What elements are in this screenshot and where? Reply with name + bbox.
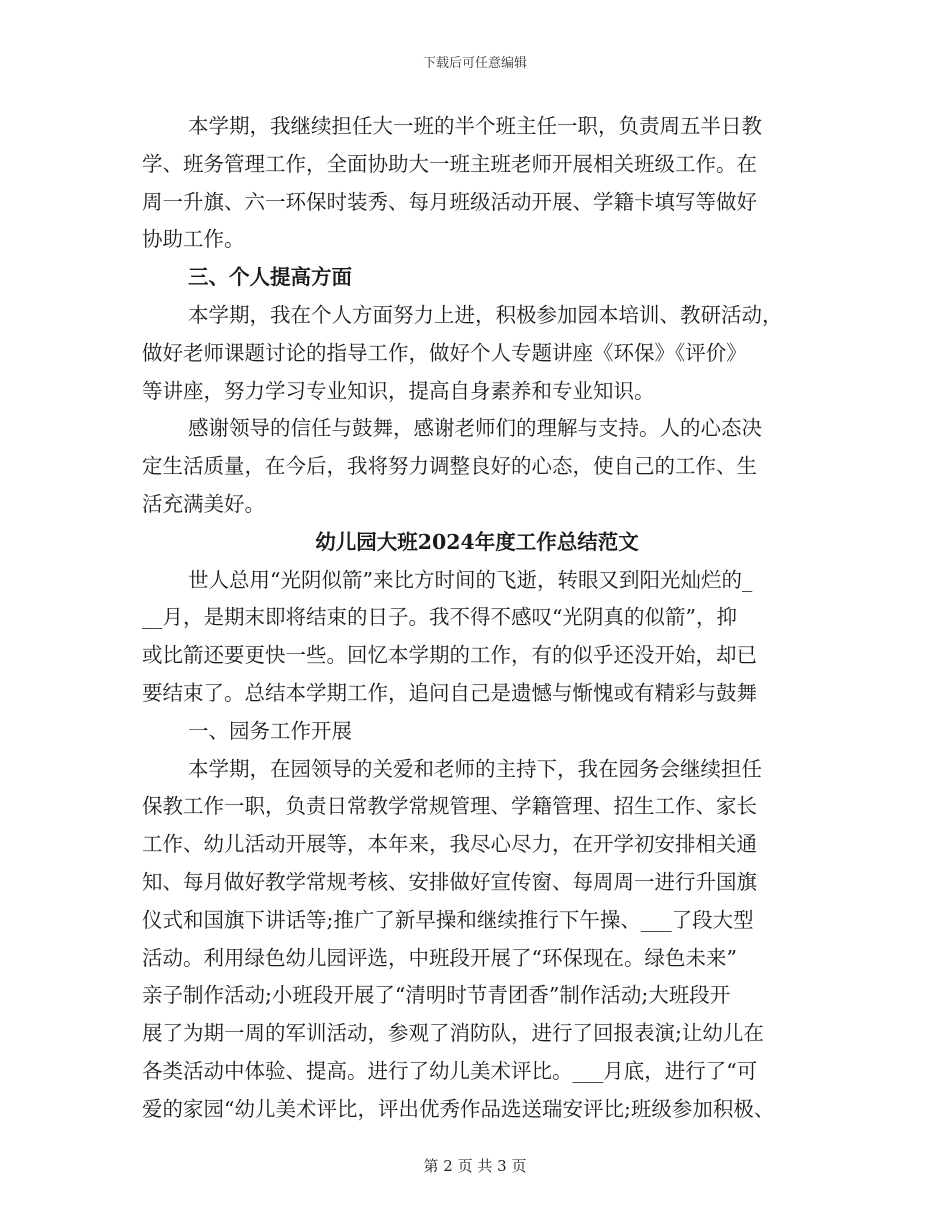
paragraph-line: 要结束了。总结本学期工作，追问自己是遗憾与惭愧或有精彩与鼓舞 [142,680,757,705]
paragraph-line: 本学期，我继续担任大一班的半个班主任一职，负责周五半日教 [188,114,762,138]
paragraph-line: 亲子制作活动;小班段开展了“清明时节青团香”制作活动;大班段开 [142,983,731,1008]
paragraph-line: 周一升旗、六一环保时装秀、每月班级活动开展、学籍卡填写等做好 [142,189,757,214]
document-body [142,108,812,1129]
paragraph-line: 学、班务管理工作，全面协助大一班主班老师开展相关班级工作。在 [142,151,757,176]
paragraph-line: 展了为期一周的军训活动，参观了消防队，进行了回报表演;让幼儿在 [142,1021,764,1046]
section-heading: 三、个人提高方面 [188,265,352,290]
paragraph-line: 等讲座，努力学习专业知识，提高自身素养和专业知识。 [142,378,655,403]
paragraph-line: 定生活质量，在今后，我将努力调整良好的心态，使自己的工作、生 [142,454,757,479]
page-footer: 第 2 页 共 3 页 [423,1157,527,1175]
paragraph-line: 感谢领导的信任与鼓舞，感谢老师们的理解与支持。人的心态决 [188,416,762,441]
paragraph-line: 做好老师课题讨论的指导工作，做好个人专题讲座《环保》《评价》 [142,340,747,365]
paragraph-line: 保教工作一职，负责日常教学常规管理、学籍管理、招生工作、家长 [142,794,757,819]
paragraph-line: 本学期，我在个人方面努力上进，积极参加园本培训、教研活动， [188,302,783,327]
paragraph-line: 各类活动中体验、提高。进行了幼儿美术评比。___月底，进行了“可 [142,1058,758,1083]
paragraph-line: 世人总用“光阴似箭”来比方时间的飞逝，转眼又到阳光灿烂的_ [188,567,753,592]
section-heading: 一、园务工作开展 [188,718,352,743]
paragraph-line: 协助工作。 [142,227,245,252]
paragraph-line: 知、每月做好教学常规考核、安排做好宣传窗、每周周一进行升国旗 [142,869,757,894]
paragraph-line: 活动。利用绿色幼儿园评选，中班段开展了“环保现在。绿色未来” [142,945,737,970]
document-title: 幼儿园大班2024年度工作总结范文 [315,529,639,554]
paragraph-line: 爱的家园“幼儿美术评比，评出优秀作品选送瑞安评比;班级参加积极、 [142,1096,775,1121]
paragraph-line: 本学期，在园领导的关爱和老师的主持下，我在园务会继续担任 [188,756,762,781]
paragraph-line: __月，是期末即将结束的日子。我不得不感叹“光阴真的似箭”，抑 [142,605,737,630]
paragraph-line: 活充满美好。 [142,491,265,516]
page-header: 下载后可任意编辑 [422,56,527,71]
paragraph-line: 工作、幼儿活动开展等，本年来，我尽心尽力，在开学初安排相关通 [142,832,757,857]
paragraph-line: 或比箭还要更快一些。回忆本学期的工作，有的似乎还没开始，却已 [142,643,757,668]
paragraph-line: 仪式和国旗下讲话等;推广了新早操和继续推行下午操、___了段大型 [142,907,754,932]
